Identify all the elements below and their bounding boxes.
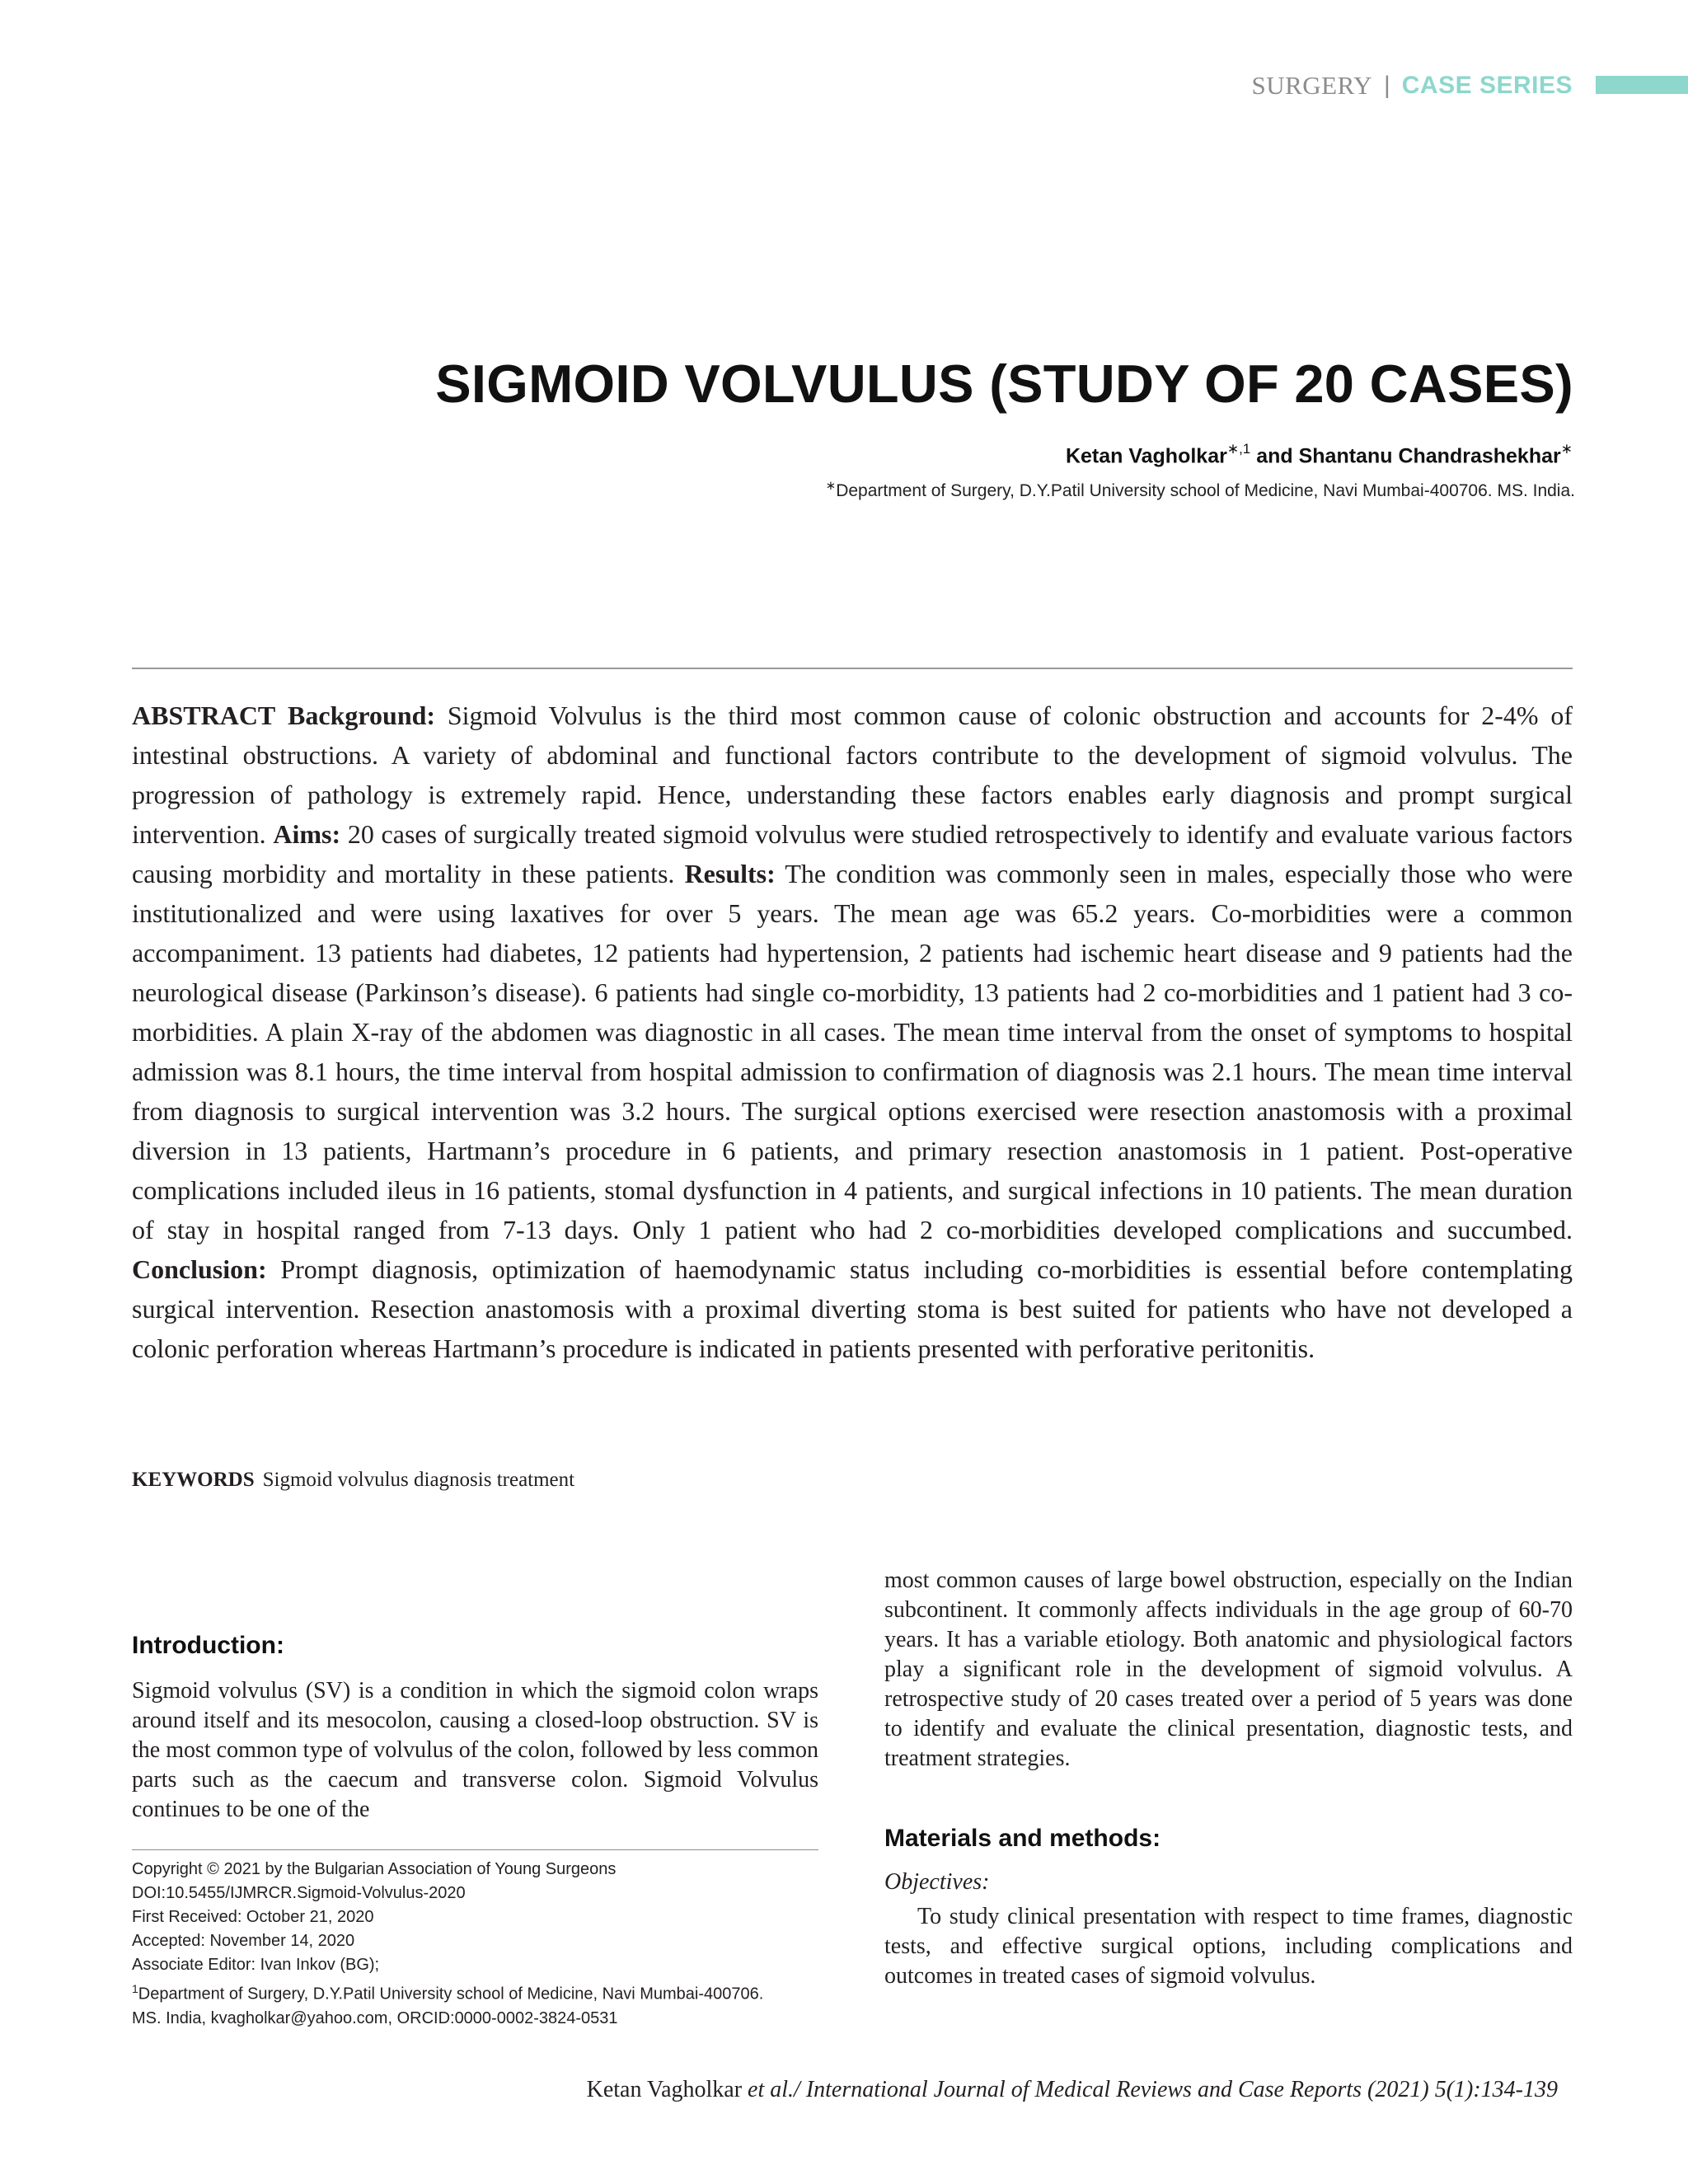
author-name: Ketan Vagholkar [1065,444,1227,468]
header-separator: | [1383,72,1390,99]
footer-etal: et al. [748,2077,795,2102]
keywords-text: Sigmoid volvulus diagnosis treatment [262,1469,575,1491]
author-marks: ∗ [1560,441,1573,457]
results-label: Results: [684,859,776,888]
introduction-text: Sigmoid volvulus (SV) is a condition in which the sigmoid colon wraps around itself and its mesocolon, causing a closed-loop obstruction. SV is the most common type of volvulus of the colon, followed by less common parts such as the caecum and transverse colon. Sigmoid Volvulus continues to be one of the [132,1678,818,1822]
author-marks: ∗,1 [1226,441,1251,457]
header-accent-bar [1596,76,1688,94]
header-section: SURGERY [1251,71,1372,100]
abstract-top-rule [132,668,1573,669]
left-column [132,1632,818,1825]
introduction-continuation: most common causes of large bowel obstruction, especially on the Indian subcontinent. It commonly affects individuals in the age group of 60-70 years. It has a variable etiology. Both anatomic and physiological factors play a significant role in the development of sigmoid volvulus. A retrospective study of 20 cases treated over a period of 5 years was done to identify and evaluate the clinical presentation, diagnostic tests, and treatment strategies. [884,1568,1573,1771]
background-label: Background: [288,701,436,730]
objectives-text: To study clinical presentation with respect to time frames, diagnostic tests, and effective surgical options, including complications and outcomes in treated cases of sigmoid volvulus. [884,1904,1573,1989]
received-line: First Received: October 21, 2020 [132,1908,374,1926]
abstract-label: ABSTRACT [132,701,276,730]
accepted-line: Accepted: November 14, 2020 [132,1932,355,1950]
article-title: SIGMOID VOLVULUS (STUDY OF 20 CASES) [435,354,1573,414]
author-name: Shantanu Chandrashekhar [1298,444,1561,468]
footnote-contact-line: MS. India, kvagholkar@yahoo.com, ORCID:0000-0002-3824-0531 [132,2008,618,2027]
footnote-affiliation-text: Department of Surgery, D.Y.Patil University school of Medicine, Navi Mumbai-400706. [138,1985,764,2004]
abstract-conclusion: Prompt diagnosis, optimization of haemodynamic status including co-morbidities is essential before contemplating surgical intervention. Resection anastomosis with a proximal diverting stoma is best suited for patients who have not developed a colonic perforation whereas Hartmann’s procedure is indicated in patients presented with perforative peritonitis. [132,1254,1573,1363]
objectives-subheading: Objectives: [884,1869,990,1895]
keywords-label: KEYWORDS [132,1469,255,1491]
author-line [1066,443,1573,468]
abstract [132,696,1573,1368]
aims-label: Aims: [273,819,341,849]
right-column [884,1566,1573,1991]
conclusion-label: Conclusion: [132,1254,267,1284]
footnote-rule [132,1849,818,1850]
footer-citation: / International Journal of Medical Reviews and Case Reports (2021) 5(1):134-139 [794,2077,1558,2102]
running-header [1251,69,1573,102]
keywords [132,1469,574,1492]
methods-heading: Materials and methods: [884,1825,1161,1852]
introduction-heading: Introduction: [132,1632,284,1659]
abstract-background: Sigmoid Volvulus is the third most common cause of colonic obstruction and accounts for 2-4% of intestinal obstructions. A variety of abdominal and functional factors contribute to the development of sigmoid volvulus. The progression of pathology is extremely rapid. Hence, understanding these factors enables early diagnosis and prompt surgical intervention. [132,701,1573,849]
running-footer [587,2077,1558,2103]
copyright-line: Copyright © 2021 by the Bulgarian Association of Young Surgeons [132,1860,617,1878]
footnote-affiliation [132,1977,824,2007]
author-conjunction: and [1250,444,1299,468]
abstract-results: The condition was commonly seen in males, especially those who were institutionalized and were using laxatives for over 5 years. The mean age was 65.2 years. Co-morbidities were a common accompaniment. 13 patients had diabetes, 12 patients had hypertension, 2 patients had ischemic heart disease and 9 patients had the neurological disease (Parkinson’s disease). 6 patients had single co-morbidity, 13 patients had 2 co-morbidities and 1 patient had 3 co-morbidities. A plain X-ray of the abdomen was diagnostic in all cases. The mean time interval from the onset of symptoms to hospital admission was 8.1 hours, the time interval from hospital admission to confirmation of diagnosis was 2.1 hours. The mean time interval from diagnosis to surgical intervention was 3.2 hours. The surgical options exercised were resection anastomosis with a proximal diversion in 13 patients, Hartmann’s procedure in 6 patients, and primary resection anastomosis in 1 patient. Post-operative complications included ileus in 16 patients, stomal dysfunction in 4 patients, and surgical infections in 10 patients. The mean duration of stay in hospital ranged from 7-13 days. Only 1 patient who had 2 co-morbidities developed complications and succumbed. [132,859,1573,1244]
editor-line: Associate Editor: Ivan Inkov (BG); [132,1956,380,1974]
header-article-type: CASE SERIES [1401,72,1573,99]
abstract-aims: 20 cases of surgically treated sigmoid volvulus were studied retrospectively to identify and evaluate various factors causing morbidity and mortality in these patients. [132,819,1573,888]
footer-author: Ketan Vagholkar [586,2077,743,2102]
affiliation-text: Department of Surgery, D.Y.Patil University school of Medicine, Navi Mumbai-400706. MS. India. [836,481,1575,500]
footnotes [132,1858,824,2031]
author-affiliation [826,478,1575,501]
affiliation-mark: ∗ [825,479,837,493]
footnote-affiliation-mark: 1 [132,1982,138,1995]
doi-line: DOI:10.5455/IJMRCR.Sigmoid-Volvulus-2020 [132,1884,466,1902]
